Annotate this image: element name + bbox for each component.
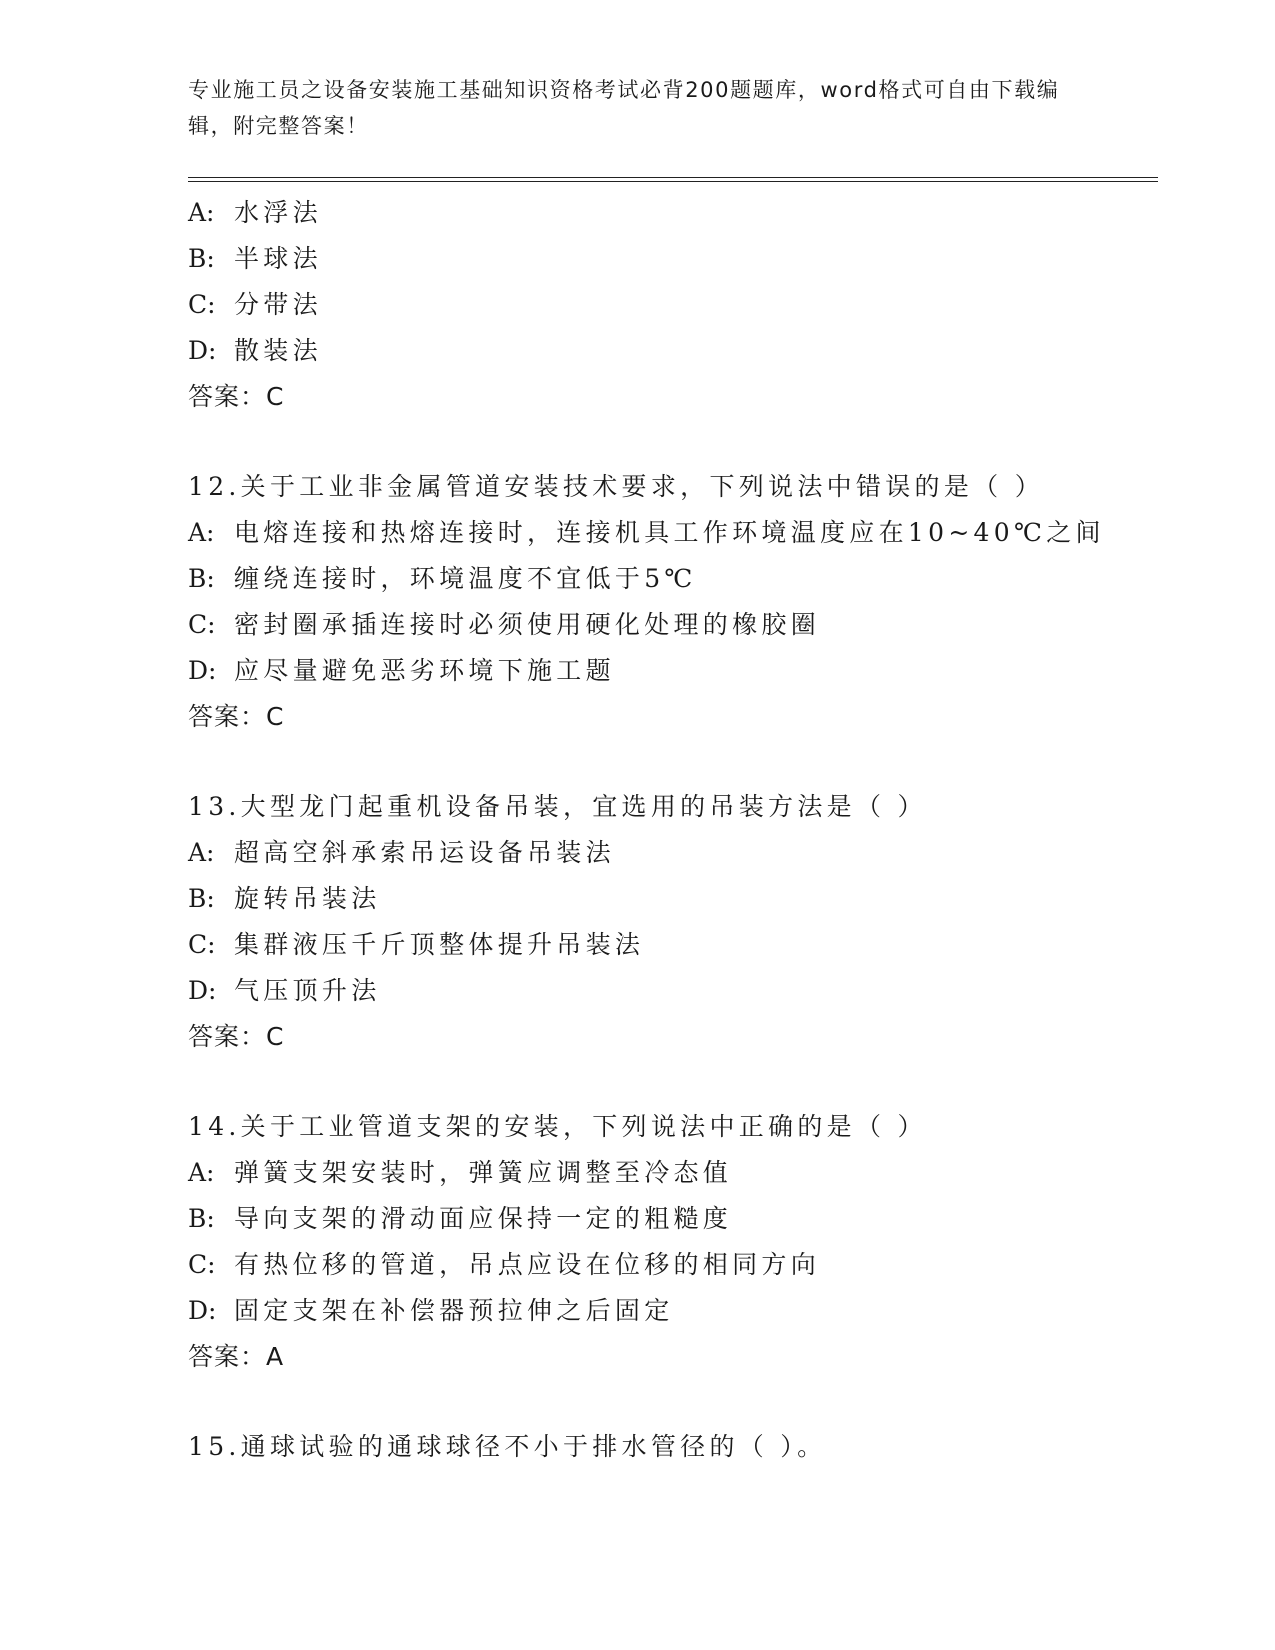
question-stem: 14.关于工业管道支架的安装，下列说法中正确的是（ ） (188, 1112, 927, 1141)
question-11-continued (188, 190, 1188, 420)
answer-line: 答案：C (188, 1022, 285, 1051)
question-stem: 13.大型龙门起重机设备吊装，宜选用的吊装方法是（ ） (188, 792, 927, 821)
option-d: D: 散装法 (188, 336, 322, 365)
answer-line: 答案：C (188, 382, 285, 411)
option-c: C: 分带法 (188, 290, 322, 319)
option-a: A: 水浮法 (188, 198, 322, 227)
header-divider-top (188, 177, 1158, 178)
question-14 (188, 1104, 1188, 1380)
option-a: A: 电熔连接和热熔连接时，连接机具工作环境温度应在10~40℃之间 (188, 518, 1105, 547)
question-15 (188, 1424, 1188, 1470)
answer-line: 答案：C (188, 702, 285, 731)
document-header: 专业施工员之设备安装施工基础知识资格考试必背200题题库，word格式可自由下载编辑，附完整答案！ (188, 78, 1060, 138)
option-b: B: 缠绕连接时，环境温度不宜低于5℃ (188, 564, 697, 593)
option-c: C: 密封圈承插连接时必须使用硬化处理的橡胶圈 (188, 610, 821, 639)
option-d: D: 应尽量避免恶劣环境下施工题 (188, 656, 615, 685)
option-b: B: 旋转吊装法 (188, 884, 381, 913)
option-b: B: 半球法 (188, 244, 322, 273)
option-c: C: 有热位移的管道，吊点应设在位移的相同方向 (188, 1250, 821, 1279)
question-stem: 15.通球试验的通球球径不小于排水管径的（ ）。 (188, 1432, 827, 1461)
option-d: D: 固定支架在补偿器预拉伸之后固定 (188, 1296, 674, 1325)
question-13 (188, 784, 1188, 1060)
option-b: B: 导向支架的滑动面应保持一定的粗糙度 (188, 1204, 733, 1233)
answer-line: 答案：A (188, 1342, 285, 1371)
option-a: A: 超高空斜承索吊运设备吊装法 (188, 838, 615, 867)
question-stem: 12.关于工业非金属管道安装技术要求，下列说法中错误的是（ ） (188, 472, 1045, 501)
question-list (188, 190, 1188, 1470)
option-a: A: 弹簧支架安装时，弹簧应调整至冷态值 (188, 1158, 733, 1187)
option-d: D: 气压顶升法 (188, 976, 381, 1005)
question-12 (188, 464, 1188, 740)
header-divider-bottom (188, 181, 1158, 182)
option-c: C: 集群液压千斤顶整体提升吊装法 (188, 930, 645, 959)
